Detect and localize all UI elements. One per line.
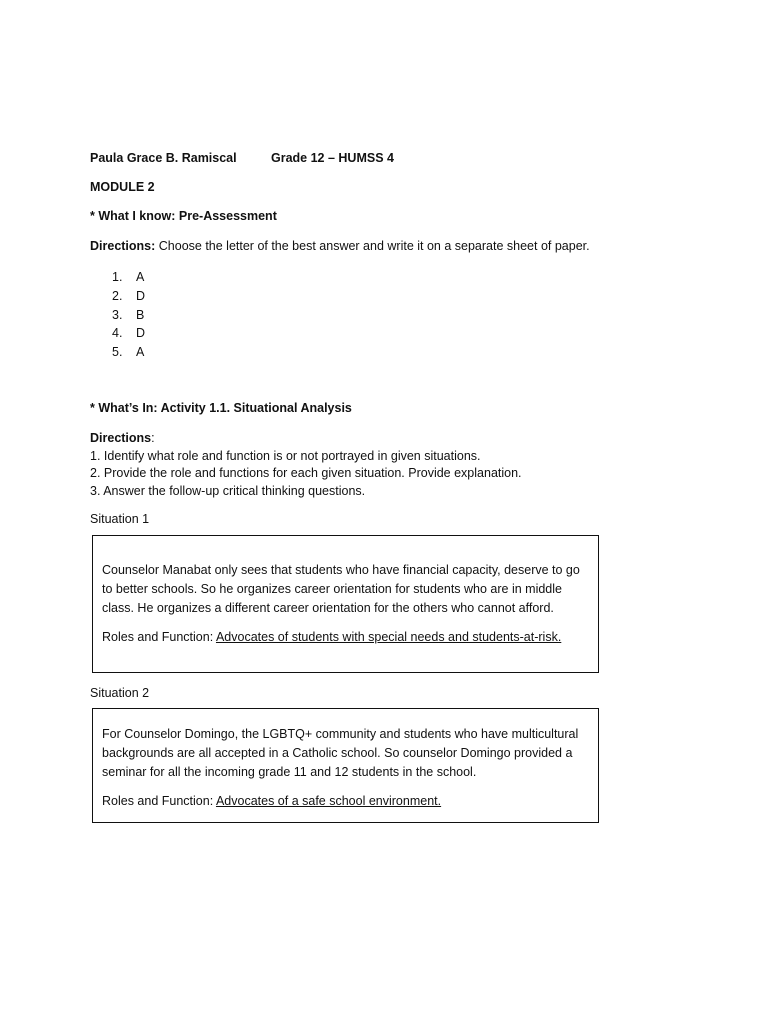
situation-1-label: Situation 1 [90,512,150,526]
answer-number: 3. [112,307,123,322]
list-item [112,324,145,343]
activity-directions [90,430,522,500]
directions-label: Directions: [90,239,156,253]
answer-letter: D [136,326,146,341]
pre-assessment-heading: * What I know: Pre-Assessment [90,209,277,223]
situation-2-label: Situation 2 [90,686,150,700]
list-item [112,287,145,306]
list-item [112,268,145,287]
answer-letter: D [136,288,146,303]
situation-1-box [92,535,599,673]
answer-letter: A [136,345,145,360]
direction-item: 1. Identify what role and function is or not portrayed in given situations. [90,448,481,463]
answer-number: 1. [112,270,123,284]
answer-letter: B [136,307,145,322]
situation-1-roles [102,628,589,647]
answer-number: 5. [112,345,123,360]
list-item [112,306,145,325]
directions-colon: : [151,431,155,445]
direction-item: 2. Provide the role and functions for each given situation. Provide explanation. [90,466,522,480]
roles-answer: Advocates of students with special needs and students-at-risk. [215,630,562,644]
directions-label: Directions [90,431,152,445]
activity-heading: * What’s In: Activity 1.1. Situational Analysis [90,401,352,415]
roles-label: Roles and Function: [102,794,216,808]
directions-text: Choose the letter of the best answer and write it on a separate sheet of paper. [155,239,590,253]
situation-2-roles [102,792,589,811]
list-item [112,343,145,362]
answer-number: 2. [112,288,123,303]
directions-heading [90,430,522,448]
roles-label: Roles and Function: [102,630,216,644]
situation-2-box [92,708,599,823]
situation-1-text: Counselor Manabat only sees that students who have financial capacity, deserve to go to better schools. So he organizes career orientation for students who are in middle class. He organizes a different career orientation for the others who cannot afford. [102,563,580,615]
answer-list [112,268,145,362]
situation-2-text: For Counselor Domingo, the LGBTQ+ community and students who have multicultural backgrounds are all accepted in a Catholic school. So counselor Domingo provided a seminar for all the incoming grade 11 and 12 students in the school. [102,727,579,779]
direction-item: 3. Answer the follow-up critical thinking questions. [90,483,366,498]
grade-section: Grade 12 – HUMSS 4 [271,151,394,165]
module-title: MODULE 2 [90,180,155,194]
answer-number: 4. [112,326,123,341]
answer-letter: A [136,270,145,284]
roles-answer: Advocates of a safe school environment. [215,794,442,808]
student-name: Paula Grace B. Ramiscal [90,151,237,165]
pre-assessment-directions [90,239,590,253]
